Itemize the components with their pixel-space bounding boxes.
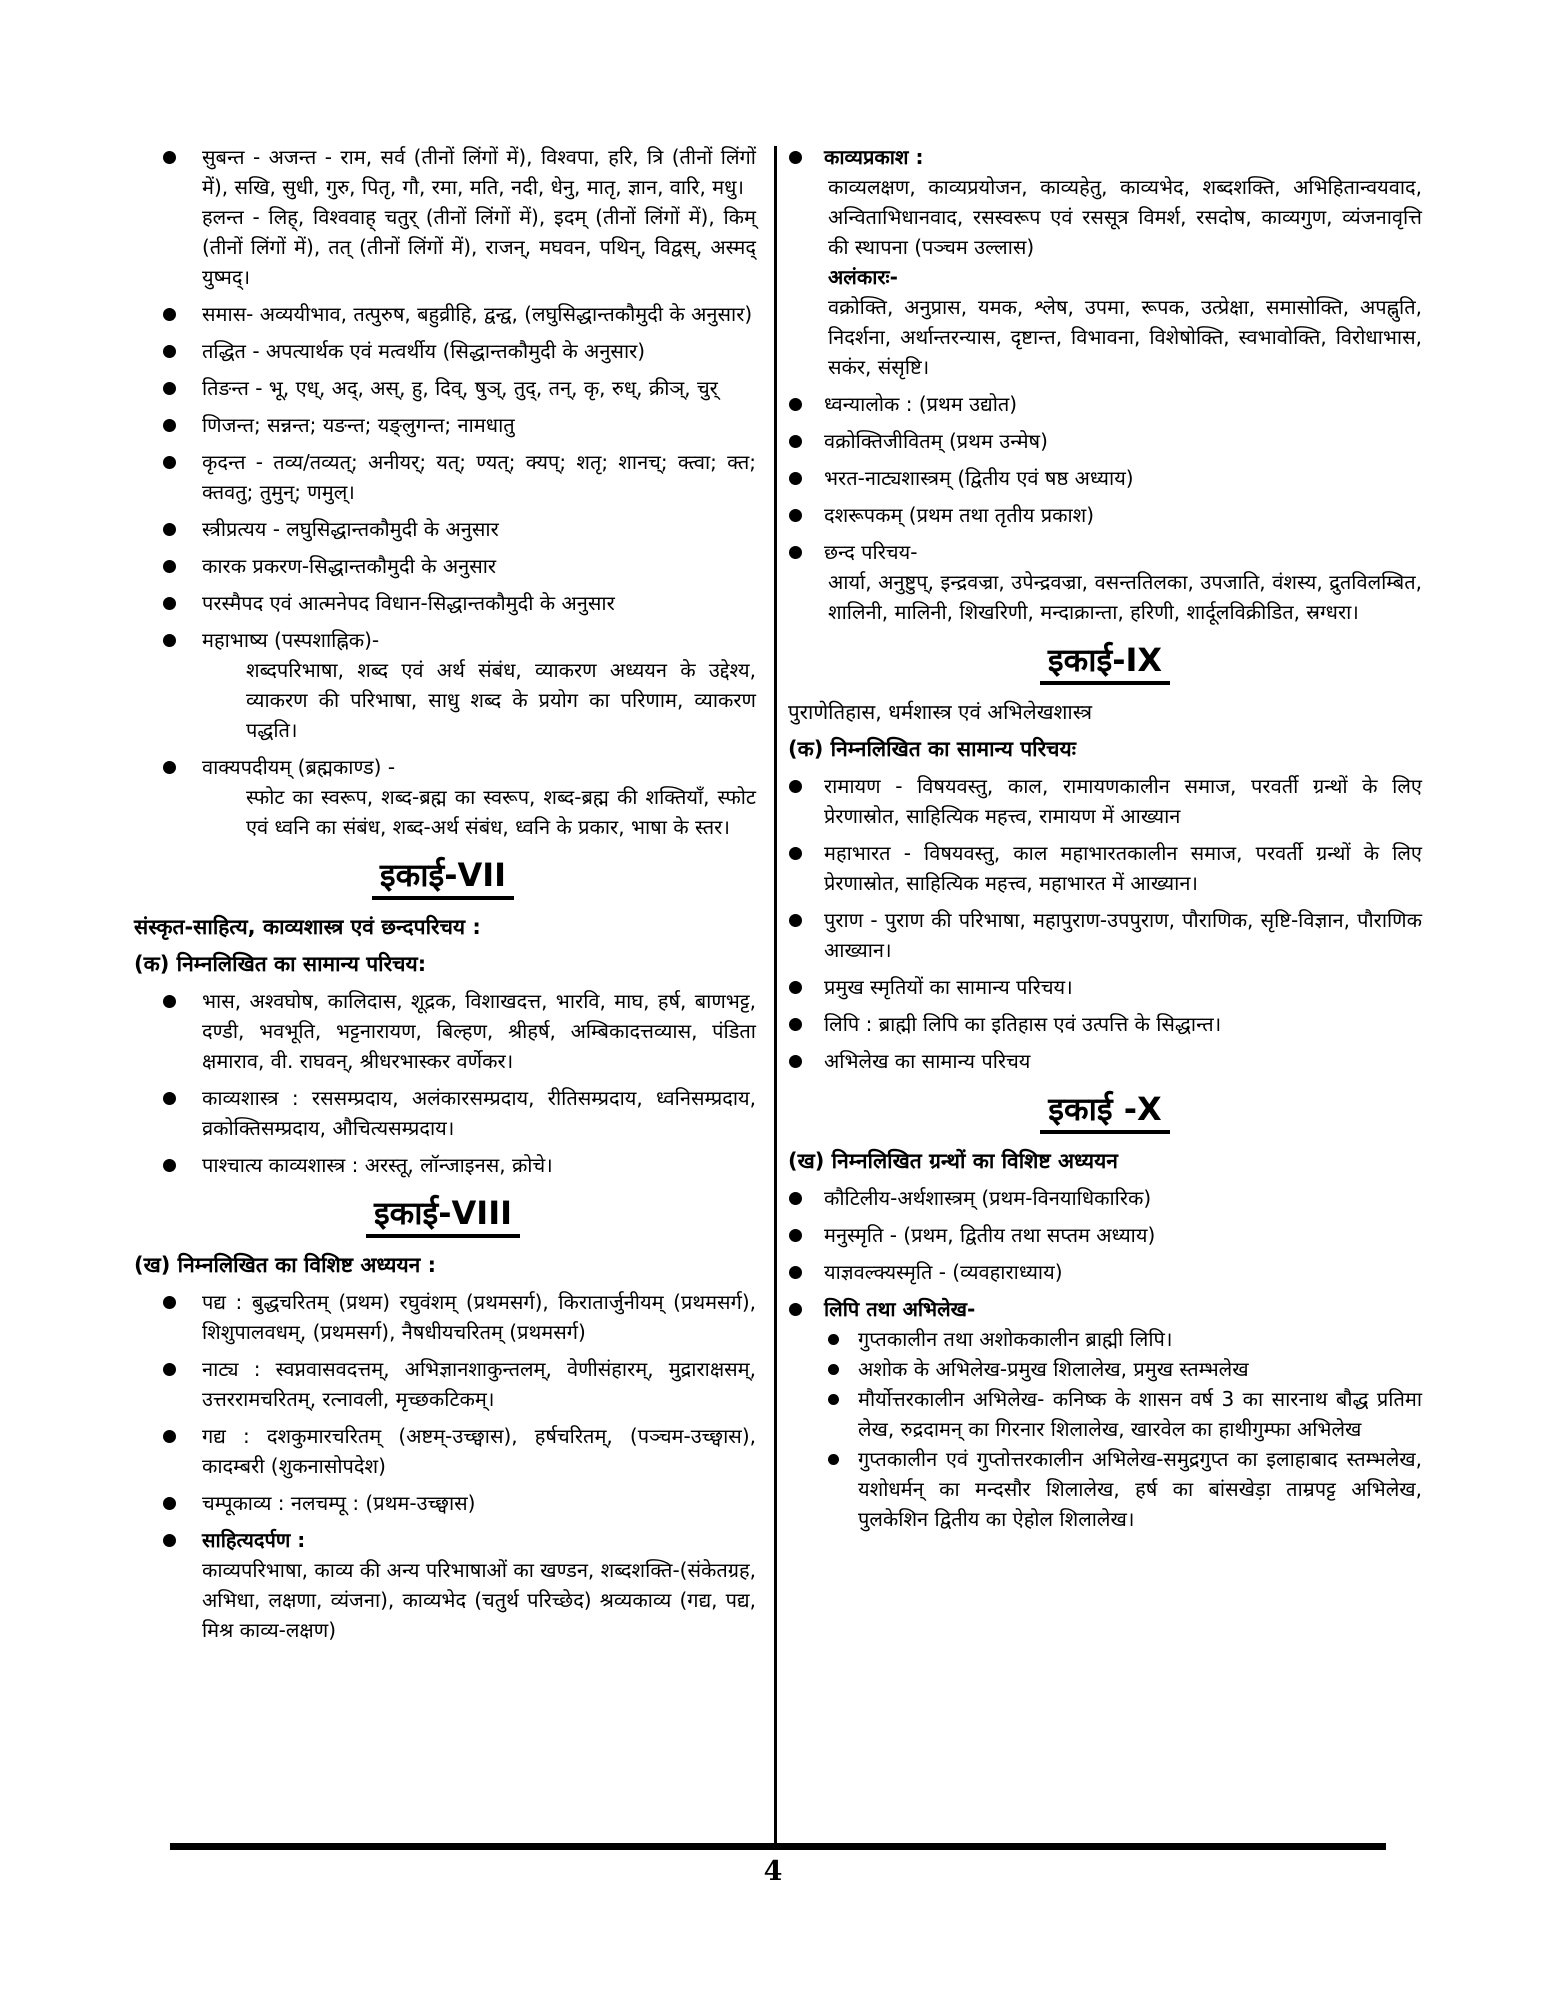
bullet-item (788, 972, 1422, 1002)
bullet-icon (163, 634, 176, 647)
bullet-icon (163, 382, 176, 395)
section-heading: (क) निम्नलिखित का सामान्य परिचय: (134, 952, 427, 976)
page-number: 4 (763, 1856, 783, 1887)
bullet-item (130, 373, 756, 403)
bullet-text: याज्ञवल्क्यस्मृति - (व्यवहाराध्याय) (824, 1260, 1063, 1284)
bullet-text: पुराण - पुराण की परिभाषा, महापुराण-उपपुराण, पौराणिक, सृष्टि-विज्ञान, पौराणिक आख्यान। (824, 908, 1422, 962)
bullet-text: चम्पूकाव्य : नलचम्पू : (प्रथम-उच्छ्वास) (202, 1491, 476, 1515)
bullet-text: दशरूपकम् (प्रथम तथा तृतीय प्रकाश) (824, 503, 1095, 527)
bullet-item (788, 771, 1422, 831)
column-divider (774, 146, 777, 1843)
bullet-icon (789, 1303, 802, 1316)
bullet-icon (163, 1092, 176, 1105)
bullet-item (130, 1354, 756, 1414)
bullet-item (130, 299, 756, 329)
bullet-icon (789, 847, 802, 860)
continuation-paragraph: हलन्त - लिह्, विश्ववाह् चतुर् (तीनों लिंगों में), इदम् (तीनों लिंगों में), किम् (तीनों लिंगों में), तत् (तीनों लिंगों में), राजन्, मघवन, पथिन्, विद्वस्, अस्मद् युष्मद्। (202, 205, 756, 289)
bullet-text: पद्य : बुद्धचरितम् (प्रथम) रघुवंशम् (प्रथमसर्ग), किरातार्जुनीयम् (प्रथमसर्ग), शिशुपालवधम्, (प्रथमसर्ग), नैषधीयचरितम् (प्रथमसर्ग) (202, 1290, 756, 1344)
bullet-text: रामायण - विषयवस्तु, काल, रामायणकालीन समाज, परवर्ती ग्रन्थों के लिए प्रेरणास्रोत, साहित्यिक महत्त्व, रामायण में आख्यान (824, 774, 1422, 828)
bullet-item (130, 336, 756, 366)
bullet-text: भास, अश्वघोष, कालिदास, शूद्रक, विशाखदत्त, भारवि, माघ, हर्ष, बाणभट्ट, दण्डी, भवभूति, भट्टनारायण, बिल्हण, श्रीहर्ष, अम्बिकादत्तव्यास, पंडिता क्षमाराव, वी. राघवन्, श्रीधरभास्कर वर्णेकर। (202, 989, 756, 1073)
sub-bullet-item (788, 1354, 1422, 1384)
unit-heading (130, 1194, 756, 1238)
bullet-text: ध्वन्यालोक : (प्रथम उद्योत) (824, 392, 1018, 416)
bullet-item (130, 410, 756, 440)
bullet-item (788, 389, 1422, 419)
section-heading: (ख) निम्नलिखित का विशिष्ट अध्ययन : (134, 1253, 437, 1277)
indented-paragraph: शब्दपरिभाषा, शब्द एवं अर्थ संबंध, व्याकरण अध्ययन के उद्देश्य, व्याकरण की परिभाषा, साधु शब्द के प्रयोग का परिणाम, व्याकरण पद्धति। (246, 658, 756, 742)
bullet-item (130, 588, 756, 618)
bullet-item (130, 447, 756, 507)
bullet-icon (163, 151, 176, 164)
unit-heading-text: इकाई -X (1040, 1090, 1169, 1134)
bullet-text: तद्धित - अपत्यार्थक एवं मत्वर्थीय (सिद्धान्तकौमुदी के अनुसार) (202, 339, 646, 363)
indented-paragraph: स्फोट का स्वरूप, शब्द-ब्रह्म का स्वरूप, शब्द-ब्रह्म की शक्तियाँ, स्फोट एवं ध्वनि का संबंध, शब्द-अर्थ संबंध, ध्वनि के प्रकार, भाषा के स्तर। (246, 785, 756, 839)
bullet-text: समास- अव्ययीभाव, तत्पुरुष, बहुव्रीहि, द्वन्द्व, (लघुसिद्धान्तकौमुदी के अनुसार) (202, 302, 753, 326)
bullet-item (130, 1525, 756, 1555)
bullet-text: वक्रोक्तिजीवितम् (प्रथम उन्मेष) (824, 429, 1048, 453)
unit-heading (788, 641, 1422, 685)
bullet-icon (828, 1454, 839, 1465)
bullet-icon (828, 1394, 839, 1405)
bullet-item (130, 986, 756, 1076)
bullet-item (130, 1421, 756, 1481)
bullet-icon (789, 1018, 802, 1031)
bullet-item (788, 537, 1422, 567)
unit-heading-text: इकाई-VII (372, 856, 514, 900)
section-heading: (ख) निम्नलिखित ग्रन्थों का विशिष्ट अध्ययन (788, 1149, 1118, 1173)
bullet-text: पाश्चात्य काव्यशास्त्र : अरस्तू, लॉन्जाइनस, क्रोचे। (202, 1153, 553, 1177)
bullet-text: नाट्य : स्वप्नवासवदत्तम्, अभिज्ञानशाकुन्तलम्, वेणीसंहारम्, मुद्राराक्षसम्, उत्तररामचरितम्, रत्नावली, मृच्छकटिकम्। (202, 1357, 756, 1411)
bullet-text: काव्यशास्त्र : रससम्प्रदाय, अलंकारसम्प्रदाय, रीतिसम्प्रदाय, ध्वनिसम्प्रदाय, व्रकोक्तिसम्प्रदाय, औचित्यसम्प्रदाय। (202, 1086, 756, 1140)
bullet-item (788, 1009, 1422, 1039)
bullet-icon (163, 1430, 176, 1443)
bullet-item (130, 752, 756, 782)
paragraph: पुराणेतिहास, धर्मशास्त्र एवं अभिलेखशास्त्र (788, 700, 1093, 724)
bullet-text: मौर्योत्तरकालीन अभिलेख- कनिष्क के शासन वर्ष 3 का सारनाथ बौद्ध प्रतिमा लेख, रुद्रदामन् का गिरनार शिलालेख, खारवेल का हाथीगुम्फा अभिलेख (858, 1387, 1422, 1441)
bullet-text: कौटिलीय-अर्थशास्त्रम् (प्रथम-विनयाधिकारिक) (824, 1186, 1152, 1210)
bullet-icon (163, 419, 176, 432)
bullet-text: कृदन्त - तव्य/तव्यत्; अनीयर्; यत्; ण्यत्; क्यप्; शतृ; शानच्; क्त्वा; क्त; क्तवतु; तुमुन्; णमुल्। (202, 450, 756, 504)
bullet-icon (828, 1334, 839, 1345)
right-column (788, 142, 1422, 1541)
bullet-item (130, 1488, 756, 1518)
bullet-item (130, 514, 756, 544)
bullet-icon (163, 523, 176, 536)
bullet-icon (789, 1055, 802, 1068)
bullet-icon (163, 560, 176, 573)
bullet-item (788, 905, 1422, 965)
bullet-item (788, 142, 1422, 172)
unit-heading (788, 1090, 1422, 1134)
bullet-text: लिपि : ब्राह्मी लिपि का इतिहास एवं उत्पत्ति के सिद्धान्त। (824, 1012, 1222, 1036)
bullet-item (788, 1183, 1422, 1213)
bullet-icon (789, 435, 802, 448)
bullet-text: अभिलेख का सामान्य परिचय (824, 1049, 1031, 1073)
bullet-text: कारक प्रकरण-सिद्धान्तकौमुदी के अनुसार (202, 554, 497, 578)
bullet-icon (789, 914, 802, 927)
bullet-text: गद्य : दशकुमारचरितम् (अष्टम्-उच्छ्वास), हर्षचरितम्, (पञ्चम-उच्छ्वास), कादम्बरी (शुकनासोपदेश) (202, 1424, 756, 1478)
bullet-icon (163, 1534, 176, 1547)
bullet-item (130, 1150, 756, 1180)
bullet-text: काव्यप्रकाश : (824, 145, 924, 169)
bullet-item (788, 1294, 1422, 1324)
bullet-text: भरत-नाट्यशास्त्रम् (द्वितीय एवं षष्ठ अध्याय) (824, 466, 1134, 490)
bullet-item (788, 463, 1422, 493)
bullet-item (130, 142, 756, 202)
unit-heading-text: इकाई-IX (1040, 641, 1170, 685)
bullet-icon (789, 1192, 802, 1205)
bullet-text: वाक्यपदीयम् (ब्रह्मकाण्ड) - (202, 755, 396, 779)
bullet-text: मनुस्मृति - (प्रथम, द्वितीय तथा सप्तम अध्याय) (824, 1223, 1156, 1247)
bullet-icon (163, 761, 176, 774)
bullet-text: स्त्रीप्रत्यय - लघुसिद्धान्तकौमुदी के अनुसार (202, 517, 499, 541)
bullet-icon (163, 1497, 176, 1510)
bullet-item (130, 1083, 756, 1143)
section-heading: संस्कृत-साहित्य, काव्यशास्त्र एवं छन्दपरिचय : (134, 915, 481, 939)
bullet-text: महाभाष्य (पस्पशाह्निक)- (202, 628, 380, 652)
bullet-icon (163, 1159, 176, 1172)
section-heading: (क) निम्नलिखित का सामान्य परिचयः (788, 737, 1076, 761)
bullet-icon (789, 981, 802, 994)
bullet-text: प्रमुख स्मृतियों का सामान्य परिचय। (824, 975, 1073, 999)
bullet-item (788, 1220, 1422, 1250)
bullet-item (788, 426, 1422, 456)
bullet-text: गुप्तकालीन तथा अशोककालीन ब्राह्मी लिपि। (858, 1327, 1173, 1351)
bullet-item (130, 625, 756, 655)
bullet-icon (789, 151, 802, 164)
bullet-text: छन्द परिचय- (824, 540, 918, 564)
bullet-text: साहित्यदर्पण : (202, 1528, 306, 1552)
bullet-text: परस्मैपद एवं आत्मनेपद विधान-सिद्धान्तकौमुदी के अनुसार (202, 591, 615, 615)
bullet-icon (163, 345, 176, 358)
bullet-text: महाभारत - विषयवस्तु, काल महाभारतकालीन समाज, परवर्ती ग्रन्थों के लिए प्रेरणास्रोत, साहित्यिक महत्त्व, महाभारत में आख्यान। (824, 841, 1422, 895)
bullet-icon (163, 995, 176, 1008)
bullet-item (788, 1046, 1422, 1076)
bullet-icon (789, 472, 802, 485)
sub-bullet-item (788, 1324, 1422, 1354)
bullet-icon (163, 597, 176, 610)
bullet-icon (789, 1229, 802, 1242)
bullet-item (788, 1257, 1422, 1287)
bullet-icon (789, 1266, 802, 1279)
bullet-icon (789, 398, 802, 411)
bullet-text: सुबन्त - अजन्त - राम, सर्व (तीनों लिंगों में), विश्वपा, हरि, त्रि (तीनों लिंगों में), सखि, सुधी, गुरु, पितृ, गौ, रमा, मति, नदी, धेनु, मातृ, ज्ञान, वारि, मधु। (202, 145, 756, 199)
left-column (130, 142, 756, 1652)
continuation-paragraph: काव्यलक्षण, काव्यप्रयोजन, काव्यहेतु, काव्यभेद, शब्दशक्ति, अभिहितान्वयवाद, अन्विताभिधानवाद, रसस्वरूप एवं रससूत्र विमर्श, रसदोष, काव्यगुण, व्यंजनावृत्ति की स्थापना (पञ्चम उल्लास) (828, 175, 1422, 259)
continuation-paragraph: आर्या, अनुष्टुप्, इन्द्रवज्रा, उपेन्द्रवज्रा, वसन्ततिलका, उपजाति, वंशस्य, द्रुतविलम्बित, शालिनी, मालिनी, शिखरिणी, मन्दाक्रान्ता, हरिणी, शार्दूलविक्रीडित, स्रग्धरा। (828, 570, 1422, 624)
bullet-icon (163, 456, 176, 469)
unit-heading (130, 856, 756, 900)
bullet-item (788, 500, 1422, 530)
bullet-icon (163, 308, 176, 321)
bullet-text: गुप्तकालीन एवं गुप्तोत्तरकालीन अभिलेख-समुद्रगुप्त का इलाहाबाद स्तम्भलेख, यशोधर्मन् का मन्दसौर शिलालेख, हर्ष का बांसखेड़ा ताम्रपट्ट अभिलेख, पुलकेशिन द्वितीय का ऐहोल शिलालेख। (858, 1447, 1422, 1531)
sub-bullet-item (788, 1384, 1422, 1444)
bullet-icon (789, 546, 802, 559)
footer-rule (170, 1843, 1386, 1850)
bullet-text: लिपि तथा अभिलेख- (824, 1297, 976, 1321)
continuation-paragraph: वक्रोक्ति, अनुप्रास, यमक, श्लेष, उपमा, रूपक, उत्प्रेक्षा, समासोक्ति, अपह्नुति, निदर्शना, अर्थान्तरन्यास, दृष्टान्त, विभावना, विशेषोक्ति, स्वभावोक्ति, विरोधाभास, सकंर, संसृष्टि। (828, 295, 1422, 379)
unit-heading-text: इकाई-VIII (366, 1194, 520, 1238)
bullet-item (130, 1287, 756, 1347)
continuation-paragraph: काव्यपरिभाषा, काव्य की अन्य परिभाषाओं का खण्डन, शब्दशक्ति-(संकेतग्रह, अभिधा, लक्षणा, व्यंजना), काव्यभेद (चतुर्थ परिच्छेद) श्रव्यकाव्य (गद्य, पद्य, मिश्र काव्य-लक्षण) (202, 1558, 756, 1642)
bullet-icon (163, 1296, 176, 1309)
bullet-icon (789, 509, 802, 522)
bullet-icon (163, 1363, 176, 1376)
sub-bullet-item (788, 1444, 1422, 1534)
bullet-icon (789, 780, 802, 793)
bullet-item (788, 838, 1422, 898)
sub-heading-label: अलंकारः- (828, 265, 898, 289)
bullet-icon (828, 1364, 839, 1375)
bullet-item (130, 551, 756, 581)
bullet-text: अशोक के अभिलेख-प्रमुख शिलालेख, प्रमुख स्तम्भलेख (858, 1357, 1249, 1381)
bullet-text: तिङन्त - भू, एध्, अद्, अस्, हु, दिव्, षुञ्, तुद्, तन्, कृ, रुध्, क्रीञ्, चुर् (202, 376, 718, 400)
bullet-text: णिजन्त; सन्नन्त; यङन्त; यङ्लुगन्त; नामधातु (202, 413, 515, 437)
